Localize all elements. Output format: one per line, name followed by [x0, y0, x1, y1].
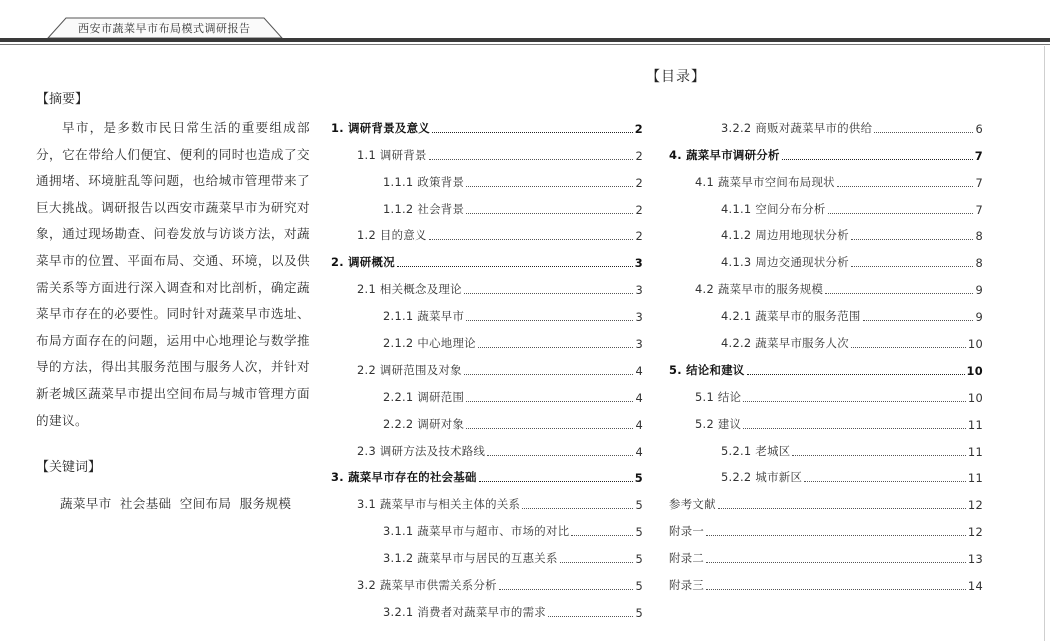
toc-entry-label: 2.2 调研范围及对象 [357, 362, 462, 377]
toc-entry-page: 5 [634, 471, 643, 486]
toc-title: 【目录】 [646, 69, 706, 85]
abstract-heading: 【摘要】 [36, 92, 89, 107]
document-header [0, 0, 1050, 46]
toc-entry[interactable] [669, 379, 983, 406]
toc-entry-page: 5 [635, 525, 643, 540]
toc-leader-dots [466, 186, 633, 187]
toc-entry[interactable] [669, 433, 983, 460]
toc-leader-dots [464, 293, 634, 294]
toc-entry-page: 3 [635, 337, 643, 352]
toc-entry-label: 1.1.1 政策背景 [383, 174, 465, 189]
toc-leader-dots [429, 239, 634, 240]
header-rule-thin [0, 44, 1050, 45]
toc-entry[interactable] [331, 594, 643, 621]
toc-entry-label: 4.2.2 蔬菜早市服务人次 [721, 336, 849, 351]
toc-leader-dots [706, 589, 966, 590]
toc-entry-page: 2 [635, 202, 643, 217]
toc-leader-dots [397, 266, 633, 267]
toc-entry-page: 3 [634, 256, 643, 271]
toc-leader-dots [548, 616, 633, 617]
toc-entry-page: 14 [967, 579, 983, 594]
toc-entry[interactable] [669, 406, 983, 433]
toc-entry-label: 5.2 建议 [695, 416, 742, 431]
toc-entry-page: 5 [635, 498, 643, 513]
toc-entry-label: 3.2 蔬菜早市供需关系分析 [357, 578, 497, 593]
toc-entry[interactable] [669, 298, 983, 325]
toc-entry-page: 12 [967, 525, 983, 540]
toc-leader-dots [743, 401, 966, 402]
toc-entry-label: 5.2.2 城市新区 [721, 470, 803, 485]
toc-entry-label: 3.1.1 蔬菜早市与超市、市场的对比 [383, 524, 570, 539]
toc-leader-dots [828, 213, 974, 214]
toc-entry-label: 1.2 目的意义 [357, 228, 427, 243]
toc-leader-dots [743, 428, 966, 429]
toc-entry[interactable] [331, 567, 643, 594]
toc-leader-dots [851, 266, 974, 267]
toc-entry-label: 5.1 结论 [695, 389, 742, 404]
toc-entry[interactable] [669, 540, 983, 567]
toc-entry-page: 2 [634, 121, 643, 136]
toc-entry-page: 11 [967, 471, 983, 486]
toc-entry-label: 2.3 调研方法及技术路线 [357, 443, 486, 458]
toc-entry[interactable] [669, 191, 983, 218]
toc-entry-label: 1.1 调研背景 [357, 147, 427, 162]
toc-entry-page: 11 [967, 444, 983, 459]
toc-entry[interactable] [331, 486, 643, 513]
toc-entry-label: 2. 调研概况 [331, 255, 395, 270]
toc-entry-label: 参考文献 [669, 497, 716, 512]
keywords-heading: 【关键词】 [36, 460, 102, 476]
toc-entry-label: 4.1.2 周边用地现状分析 [721, 228, 849, 243]
toc-leader-dots [747, 374, 965, 375]
toc-leader-dots [429, 159, 634, 160]
toc-entry-page: 9 [975, 283, 983, 298]
toc-entry[interactable] [331, 460, 643, 487]
toc-entry-page: 5 [635, 552, 643, 567]
toc-entry[interactable] [331, 379, 643, 406]
toc-entry[interactable] [331, 406, 643, 433]
toc-leader-dots [706, 535, 966, 536]
toc-leader-dots [466, 428, 633, 429]
toc-entry-page: 10 [967, 337, 983, 352]
toc-leader-dots [464, 374, 634, 375]
toc-entry-page: 7 [975, 175, 983, 190]
page-edge [1044, 46, 1045, 641]
toc-leader-dots [718, 508, 966, 509]
toc-entry[interactable] [669, 218, 983, 245]
toc-entry-label: 4. 蔬菜早市调研分析 [669, 147, 780, 162]
toc-leader-dots [782, 159, 973, 160]
toc-entry-page: 7 [975, 202, 983, 217]
toc-entry-page: 4 [635, 363, 643, 378]
toc-leader-dots [466, 401, 633, 402]
toc-entry-label: 4.1 蔬菜早市空间布局现状 [695, 174, 835, 189]
toc-entry-page: 4 [635, 390, 643, 405]
toc-leader-dots [837, 186, 974, 187]
toc-entry[interactable] [669, 244, 983, 271]
toc-entry[interactable] [331, 137, 643, 164]
toc-entry-page: 2 [635, 148, 643, 163]
toc-leader-dots [478, 347, 634, 348]
toc-entry-page: 8 [975, 229, 983, 244]
toc-entry[interactable] [331, 218, 643, 245]
toc-entry[interactable] [331, 298, 643, 325]
toc-leader-dots [706, 562, 966, 563]
toc-entry[interactable] [669, 513, 983, 540]
toc-entry-page: 6 [975, 121, 983, 136]
toc-entry-label: 附录一 [669, 524, 705, 539]
toc-entry-label: 3.1 蔬菜早市与相关主体的关系 [357, 497, 521, 512]
toc-leader-dots [432, 132, 633, 133]
toc-entry[interactable] [331, 110, 643, 137]
toc-entry[interactable] [669, 486, 983, 513]
toc-entry[interactable] [331, 244, 643, 271]
toc-entry-label: 附录二 [669, 551, 705, 566]
toc-entry-page: 5 [635, 579, 643, 594]
toc-leader-dots [804, 481, 966, 482]
toc-leader-dots [571, 535, 633, 536]
toc-entry-page: 12 [967, 498, 983, 513]
keywords-text: 蔬菜早市 社会基础 空间布局 服务规模 [60, 496, 292, 512]
toc-entry-page: 2 [635, 229, 643, 244]
toc-leader-dots [792, 455, 965, 456]
toc-leader-dots [466, 320, 633, 321]
toc-entry-label: 1.1.2 社会背景 [383, 201, 465, 216]
toc-entry[interactable] [331, 271, 643, 298]
toc-leader-dots [560, 562, 634, 563]
toc-entry-page: 4 [635, 444, 643, 459]
toc-entry[interactable] [669, 352, 983, 379]
toc-entry[interactable] [669, 325, 983, 352]
toc-entry-page: 4 [635, 417, 643, 432]
toc-left-column [331, 110, 643, 621]
toc-entry-label: 4.2 蔬菜早市的服务规模 [695, 282, 824, 297]
toc-leader-dots [874, 132, 973, 133]
toc-entry-label: 5.2.1 老城区 [721, 443, 791, 458]
toc-entry-label: 4.1.3 周边交通现状分析 [721, 255, 849, 270]
header-title: 西安市蔬菜早市布局模式调研报告 [78, 22, 251, 35]
toc-entry[interactable] [331, 352, 643, 379]
toc-entry-page: 7 [974, 148, 983, 163]
toc-leader-dots [863, 320, 974, 321]
toc-entry-page: 8 [975, 256, 983, 271]
toc-entry-label: 3.2.2 商贩对蔬菜早市的供给 [721, 120, 873, 135]
toc-entry[interactable] [669, 271, 983, 298]
toc-entry-label: 5. 结论和建议 [669, 362, 745, 377]
abstract-section [36, 88, 310, 512]
toc-entry-label: 4.1.1 空间分布分析 [721, 201, 826, 216]
toc-entry-page: 2 [635, 175, 643, 190]
toc-entry[interactable] [669, 110, 983, 137]
abstract-body: 早市，是多数市民日常生活的重要组成部分，它在带给人们便宜、便利的同时也造成了交通拥堵、环境脏乱等问题，也给城市管理带来了巨大挑战。调研报告以西安市蔬菜早市为研究对象，通过现场勘查、问卷发放与访谈方法，对蔬菜早市的位置、平面布局、交通、环境，以及供需关系等方面进行深入调查和对比剖析，确定蔬菜早市存在的必要性。同时针对蔬菜早市选址、布局方面存在的问题，运用中心地理论与数学推导的方法，得出其服务范围与服务人次，并针对新老城区蔬菜早市提出空间布局与城市管理方面的建议。 [36, 120, 310, 428]
toc-entry-label: 2.1.2 中心地理论 [383, 336, 476, 351]
toc-entry-label: 2.2.1 调研范围 [383, 389, 465, 404]
toc-entry[interactable] [669, 137, 983, 164]
toc-leader-dots [479, 481, 633, 482]
toc-entry-label: 3. 蔬菜早市存在的社会基础 [331, 470, 477, 485]
toc-entry-label: 2.2.2 调研对象 [383, 416, 465, 431]
toc-leader-dots [466, 213, 633, 214]
toc-entry-page: 11 [967, 417, 983, 432]
toc-entry[interactable] [669, 460, 983, 487]
toc-entry[interactable] [331, 433, 643, 460]
toc-leader-dots [522, 508, 633, 509]
toc-entry-page: 5 [635, 605, 643, 620]
toc-entry-page: 3 [635, 283, 643, 298]
toc-entry-label: 3.1.2 蔬菜早市与居民的互惠关系 [383, 551, 558, 566]
toc-entry[interactable] [331, 513, 643, 540]
toc-entry-label: 附录三 [669, 578, 705, 593]
toc-entry-page: 13 [967, 552, 983, 567]
toc-leader-dots [499, 589, 634, 590]
toc-entry-label: 3.2.1 消费者对蔬菜早市的需求 [383, 604, 547, 619]
toc-leader-dots [825, 293, 973, 294]
toc-entry[interactable] [331, 325, 643, 352]
toc-entry[interactable] [331, 164, 643, 191]
toc-entry-label: 2.1 相关概念及理论 [357, 282, 462, 297]
toc-entry[interactable] [331, 540, 643, 567]
toc-entry[interactable] [669, 164, 983, 191]
toc-entry[interactable] [331, 191, 643, 218]
toc-entry-page: 10 [967, 390, 983, 405]
toc-leader-dots [851, 239, 974, 240]
toc-entry-label: 4.2.1 蔬菜早市的服务范围 [721, 309, 861, 324]
toc-entry-label: 1. 调研背景及意义 [331, 120, 430, 135]
header-rule-thick [0, 38, 1050, 42]
toc-entry-page: 10 [966, 363, 983, 378]
toc-leader-dots [487, 455, 633, 456]
toc-leader-dots [851, 347, 966, 348]
toc-entry-page: 9 [975, 310, 983, 325]
toc-entry-page: 3 [635, 310, 643, 325]
toc-entry[interactable] [669, 567, 983, 594]
toc-right-column [669, 110, 983, 594]
toc-entry-label: 2.1.1 蔬菜早市 [383, 309, 465, 324]
